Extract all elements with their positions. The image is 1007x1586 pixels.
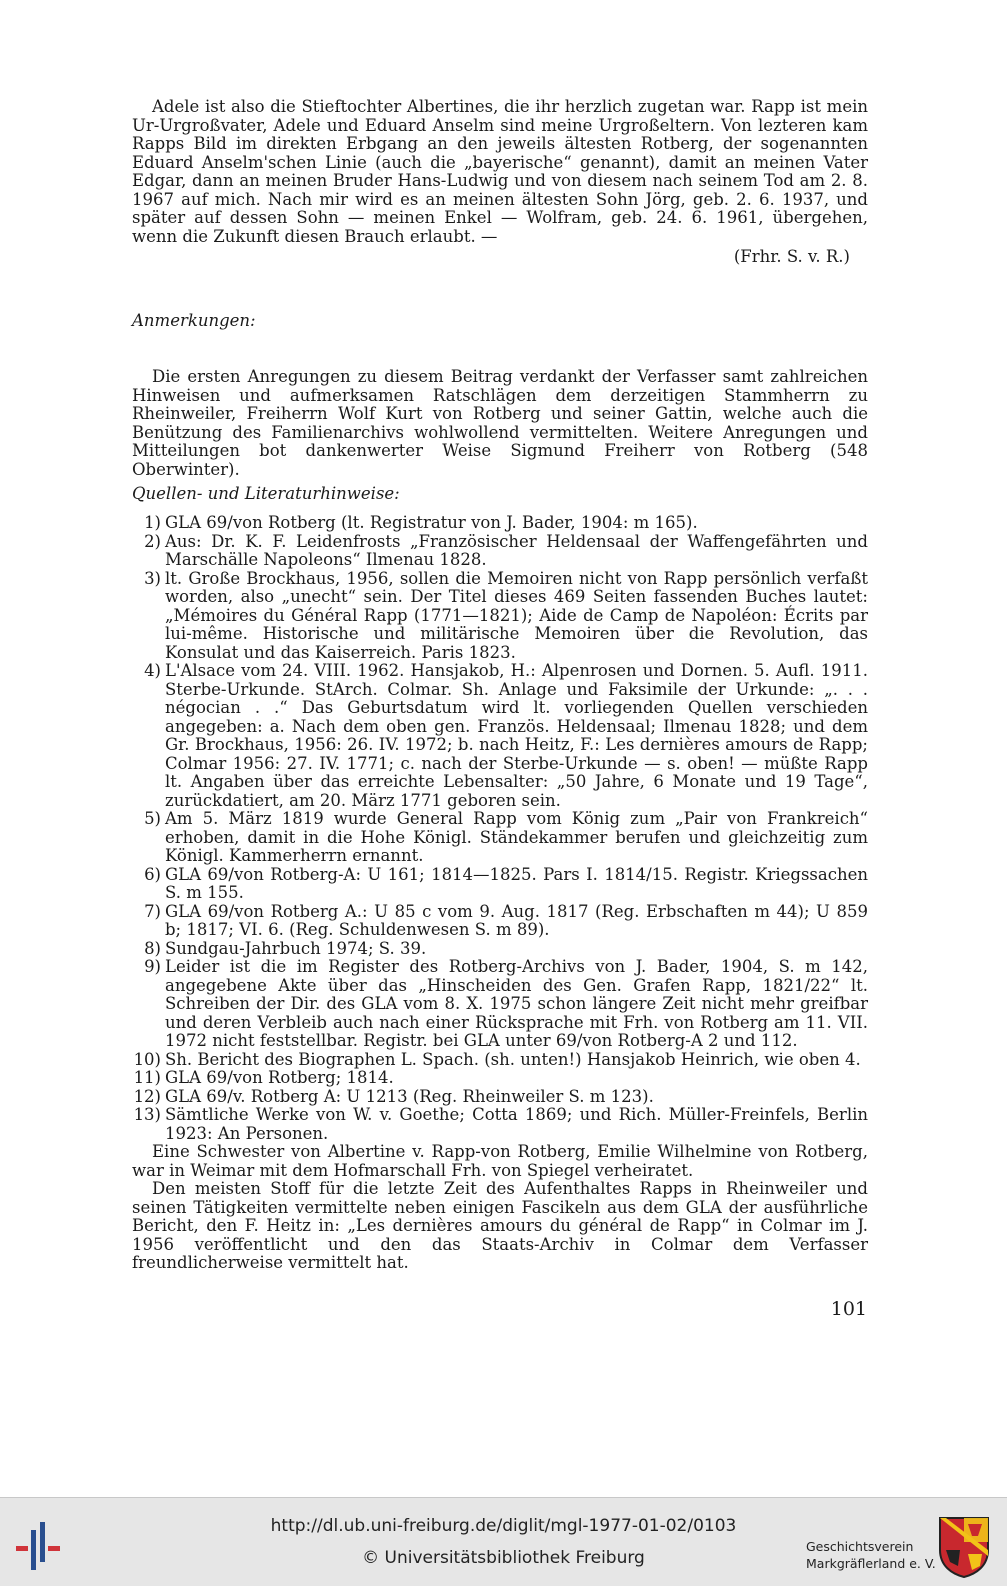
note-item — [132, 533, 868, 570]
anmerkungen-paragraph — [132, 368, 868, 479]
society-line-2: Markgräflerland e. V. — [806, 1556, 936, 1571]
note-text: GLA 69/von Rotberg-A: U 161; 1814—1825. Pars I. 1814/15. Registr. Kriegssachen S. m 155. — [165, 864, 868, 902]
page-number: 101 — [830, 1298, 867, 1320]
note-text: lt. Große Brockhaus, 1956, sollen die Memoiren nicht von Rapp persönlich verfaßt worden, also „unecht“ sein. Der Titel dieses 469 Seiten fassenden Buches lautet: „Mémoires du Général Rapp (1771—1821); Aide de Camp de Napoléon: Écrits par lui-même. Historische und militärische Memoiren über die Revolution, das Konsulat und das Kaiserreich. Paris 1823. — [165, 568, 868, 662]
note-number: 12) — [133, 1086, 161, 1106]
note-number: 10) — [133, 1049, 161, 1069]
note-number: 1) — [144, 513, 161, 532]
note-text: Leider ist die im Register des Rotberg-Archivs von J. Bader, 1904, S. m 142, angegebene Akte über das „Hinscheiden des Gen. Grafen Rapp, 1821/22“ lt. Schreiben der Dir. des GLA vom 8. X. 1975 schon längere Zeit nicht mehr greifbar und deren Verbleib auch nach einer Rücksprache mit Frh. von Rotberg am 11. VII. 1972 nicht feststellbar. Registr. bei GLA unter 69/von Rotberg-A 2 und 112. — [165, 957, 868, 1050]
note-text: GLA 69/von Rotberg (lt. Registratur von J. Bader, 1904: m 165). — [165, 513, 698, 532]
note-text: Sundgau-Jahrbuch 1974; S. 39. — [165, 938, 427, 958]
footer-url-link[interactable]: http://dl.ub.uni-freiburg.de/diglit/mgl-1977-01-02/0103 — [270, 1516, 737, 1536]
note-item — [132, 1106, 868, 1143]
note-item — [132, 810, 868, 866]
note-text: GLA 69/von Rotberg; 1814. — [165, 1068, 394, 1087]
note-item — [132, 1088, 868, 1107]
note-text: Sämtliche Werke von W. v. Goethe; Cotta 1869; und Rich. Müller-Freinfels, Berlin 1923: An Personen. — [165, 1105, 868, 1143]
note-number: 7) — [144, 901, 161, 921]
note-number: 5) — [144, 809, 161, 828]
footer-copyright: © Universitätsbibliothek Freiburg — [362, 1548, 645, 1568]
note-number: 8) — [144, 938, 161, 958]
quellen-heading: Quellen- und Literaturhinweise: — [132, 484, 400, 503]
note-item — [132, 662, 868, 810]
note-number: 2) — [144, 531, 161, 551]
quellen-section — [132, 514, 868, 1273]
notes-list — [132, 514, 868, 1143]
note-number: 3) — [144, 568, 161, 588]
note-item — [132, 866, 868, 903]
intro-text: Adele ist also die Stieftochter Albertines, die ihr herzlich zugetan war. Rapp ist mein Ur-Urgroßvater, Adele und Eduard Anselm sind meine Urgroßeltern. Von lezteren kam Rapps Bild im direkten Erbgang an den jeweils ältesten Rotberg, der sogenannten Eduard Anselm'schen Linie (auch die „bayerische“ genannt), damit an meinen Vater Edgar, dann an meinen Bruder Hans-Ludwig und von diesem nach seinem Tod am 2. 8. 1967 auf mich. Nach mir wird es an meinen ältesten Sohn Jörg, geb. 2. 6. 1937, und später auf dessen Sohn — meinen Enkel — Wolfram, geb. 24. 6. 1961, übergehen, wenn die Zukunft diesen Brauch erlaubt. — — [132, 97, 868, 246]
note-text: Am 5. März 1819 wurde General Rapp vom König zum „Pair von Frankreich“ erhoben, damit in die Hohe Königl. Ständekammer berufen und gleichzeitig zum Königl. Kammerherrn ernannt. — [165, 809, 868, 865]
note-number: 4) — [144, 661, 161, 680]
closing-paragraph-2: Den meisten Stoff für die letzte Zeit des Aufenthaltes Rapps in Rheinweiler und seinen Tätigkeiten vermittelte neben einigen Fascikeln aus dem GLA der ausführliche Bericht, den F. Heitz in: „Les dernières amours du général de Rapp“ in Colmar im J. 1956 veröffentlicht und den das Staats-Archiv in Colmar dem Verfasser freundlicherweise vermittelt hat. — [132, 1179, 868, 1272]
note-number: 13) — [133, 1105, 161, 1124]
note-number: 11) — [133, 1068, 161, 1087]
note-item — [132, 1069, 868, 1088]
note-item — [132, 940, 868, 959]
note-number: 6) — [144, 864, 161, 884]
anmerkungen-heading: Anmerkungen: — [132, 311, 256, 330]
note-item — [132, 514, 868, 533]
note-text: Aus: Dr. K. F. Leidenfrosts „Französischer Heldensaal der Waffengefährten und Marschälle Napoleons“ Ilmenau 1828. — [165, 531, 868, 569]
note-item — [132, 958, 868, 1051]
society-name — [806, 1538, 936, 1572]
footer-bar — [0, 1497, 1007, 1586]
note-text: L'Alsace vom 24. VIII. 1962. Hansjakob, H.: Alpenrosen und Dornen. 5. Aufl. 1911. Sterbe-Urkunde. StArch. Colmar. Sh. Anlage und Faksimile der Urkunde: „. . . négocian . .“ Das Geburtsdatum wird lt. vorliegenden Quellen verschieden angegeben: a. Nach dem oben gen. Französ. Heldensaal; Ilmenau 1828; und dem Gr. Brockhaus, 1956: 26. IV. 1972; b. nach Heitz, F.: Les dernières amours de Rapp; Colmar 1956: 27. IV. 1771; c. nach der Sterbe-Urkunde — s. oben! — müßte Rapp lt. Angaben über das erreichte Lebensalter: „50 Jahre, 6 Monate und 19 Tage“, zurückdatiert, am 20. März 1771 geboren sein. — [165, 661, 868, 810]
closing-paragraph-1: Eine Schwester von Albertine v. Rapp-von Rotberg, Emilie Wilhelmine von Rotberg, war in Weimar mit dem Hofmarschall Frh. von Spiegel verheiratet. — [132, 1142, 868, 1180]
note-text: GLA 69/von Rotberg A.: U 85 c vom 9. Aug. 1817 (Reg. Erbschaften m 44); U 859 b; 1817; VI. 6. (Reg. Schuldenwesen S. m 89). — [165, 901, 868, 939]
anmerkungen-text: Die ersten Anregungen zu diesem Beitrag verdankt der Verfasser samt zahlreichen Hinweisen und aufmerksamen Ratschlägen dem derzeitigen Stammherrn zu Rheinweiler, Freiherrn Wolf Kurt von Rotberg und seiner Gattin, welche auch die Benützung des Familienarchivs wohlwollend vermittelten. Weitere Anregungen und Mitteilungen bot dankenwerter Weise Sigmund Freiherr von Rotberg (548 Oberwinter). — [132, 367, 868, 479]
note-text: Sh. Bericht des Biographen L. Spach. (sh. unten!) Hansjakob Heinrich, wie oben 4. — [165, 1049, 861, 1069]
coat-of-arms-icon — [938, 1516, 990, 1578]
society-line-1: Geschichtsverein — [806, 1539, 914, 1554]
note-item — [132, 570, 868, 663]
note-item — [132, 903, 868, 940]
signature: (Frhr. S. v. R.) — [733, 247, 850, 266]
note-item — [132, 1051, 868, 1070]
note-number: 9) — [144, 957, 161, 976]
intro-paragraph — [132, 98, 868, 267]
note-text: GLA 69/v. Rotberg A: U 1213 (Reg. Rheinweiler S. m 123). — [165, 1086, 654, 1106]
